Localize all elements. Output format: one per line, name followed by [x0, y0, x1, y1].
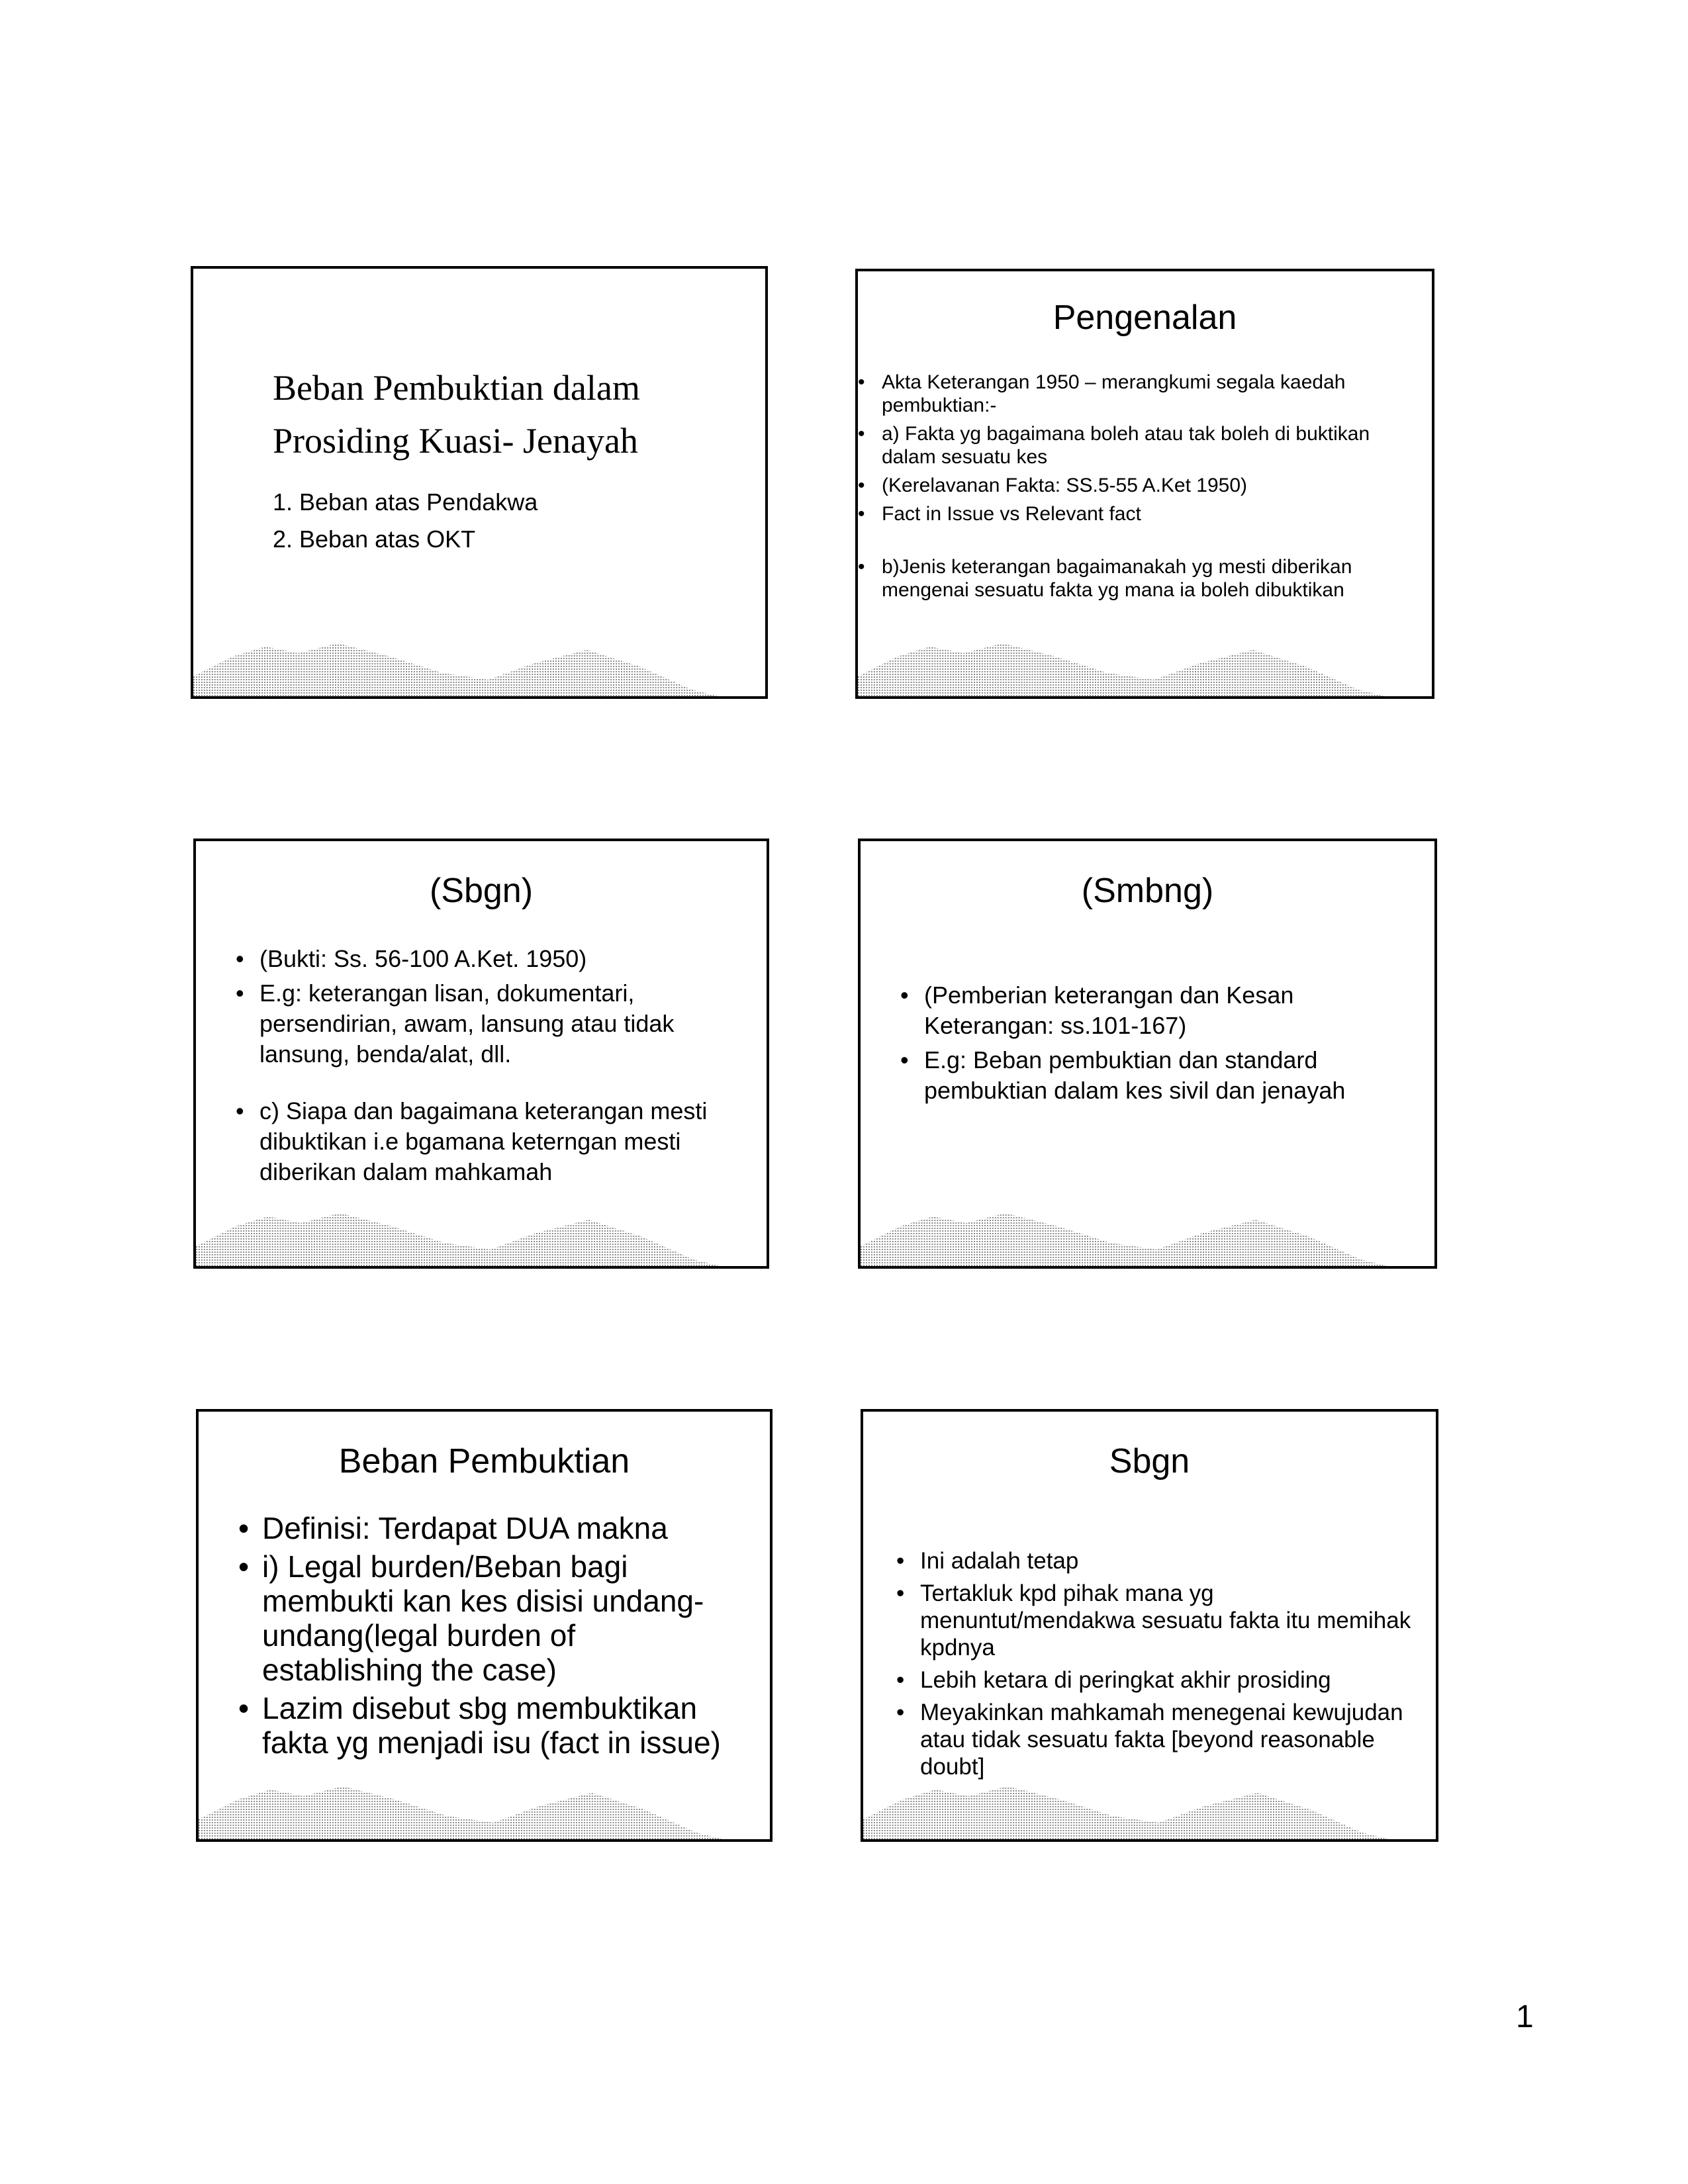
- slide-title: (Smbng): [1081, 872, 1214, 910]
- mountain-image: [193, 637, 765, 696]
- bullet: • E.g: Beban pembuktian dan standard pembuktian dalam kes sivil dan jenayah: [900, 1045, 1403, 1106]
- bullet: • (Pemberian keterangan dan Kesan Keterangan: ss.101-167): [900, 980, 1403, 1041]
- mountain-image: [861, 1206, 1434, 1266]
- slide-5: [196, 1409, 773, 1842]
- bullet: • b)Jenis keterangan bagaimanakah yg mesti diberikan mengenai sesuatu fakta yg mana ia boleh dibuktikan: [858, 555, 1374, 602]
- slide-3: [193, 839, 769, 1269]
- slide-6: [861, 1409, 1438, 1842]
- mountain-image: [858, 637, 1432, 696]
- list-item: 2. Beban atas OKT: [273, 525, 476, 553]
- bullet: • E.g: keterangan lisan, dokumentari, persendirian, awam, lansung atau tidak lansung, benda/alat, dll.: [236, 978, 739, 1069]
- mountain-image: [863, 1780, 1436, 1839]
- bullet: • Meyakinkan mahkamah menegenai kewujudan atau tidak sesuatu fakta [beyond reasonable doubt]: [896, 1699, 1419, 1780]
- bullet: • Ini adalah tetap: [896, 1547, 1419, 1574]
- slide-title: Sbgn: [1109, 1442, 1190, 1480]
- bullet-list: [858, 371, 1374, 602]
- slide-title: Pengenalan: [1053, 298, 1237, 337]
- mountain-image: [196, 1206, 767, 1266]
- bullet: • Akta Keterangan 1950 – merangkumi segala kaedah pembuktian:-: [858, 371, 1374, 417]
- bullet-list: [896, 1547, 1419, 1780]
- slide-1-title: [191, 266, 768, 699]
- slide-4: [858, 839, 1437, 1269]
- bullet-list: [236, 944, 739, 1187]
- bullet: • Lazim disebut sbg membuktikan fakta yg menjadi isu (fact in issue): [238, 1691, 741, 1760]
- bullet-list: [238, 1511, 741, 1760]
- slide-title: Beban Pembuktian: [338, 1442, 630, 1480]
- bullet: • Lebih ketara di peringkat akhir prosiding: [896, 1666, 1419, 1694]
- page-number: 1: [1516, 1999, 1534, 2034]
- mountain-image: [199, 1780, 770, 1839]
- bullet: • i) Legal burden/Beban bagi membukti kan kes disisi undang-undang(legal burden of establishing the case): [238, 1549, 741, 1687]
- bullet: • Tertakluk kpd pihak mana yg menuntut/mendakwa sesuatu fakta itu memihak kpdnya: [896, 1580, 1419, 1661]
- slide-title: [273, 361, 640, 467]
- bullet: • (Bukti: Ss. 56-100 A.Ket. 1950): [236, 944, 739, 974]
- slide-title: (Sbgn): [429, 872, 534, 910]
- bullet: • (Kerelavanan Fakta: SS.5-55 A.Ket 1950): [858, 474, 1374, 497]
- bullet: • c) Siapa dan bagaimana keterangan mesti dibuktikan i.e bgamana keterngan mesti diberikan dalam mahkamah: [236, 1096, 739, 1187]
- bullet-list: [900, 980, 1403, 1106]
- title-line: Prosiding Kuasi- Jenayah: [273, 421, 638, 461]
- numbered-list: [273, 484, 538, 558]
- title-line: Beban Pembuktian dalam: [273, 368, 640, 408]
- bullet: • Fact in Issue vs Relevant fact: [858, 502, 1374, 525]
- bullet: • Definisi: Terdapat DUA makna: [238, 1511, 741, 1545]
- slide-2: [855, 269, 1434, 699]
- list-item: 1. Beban atas Pendakwa: [273, 488, 538, 516]
- bullet: • a) Fakta yg bagaimana boleh atau tak boleh di buktikan dalam sesuatu kes: [858, 422, 1374, 469]
